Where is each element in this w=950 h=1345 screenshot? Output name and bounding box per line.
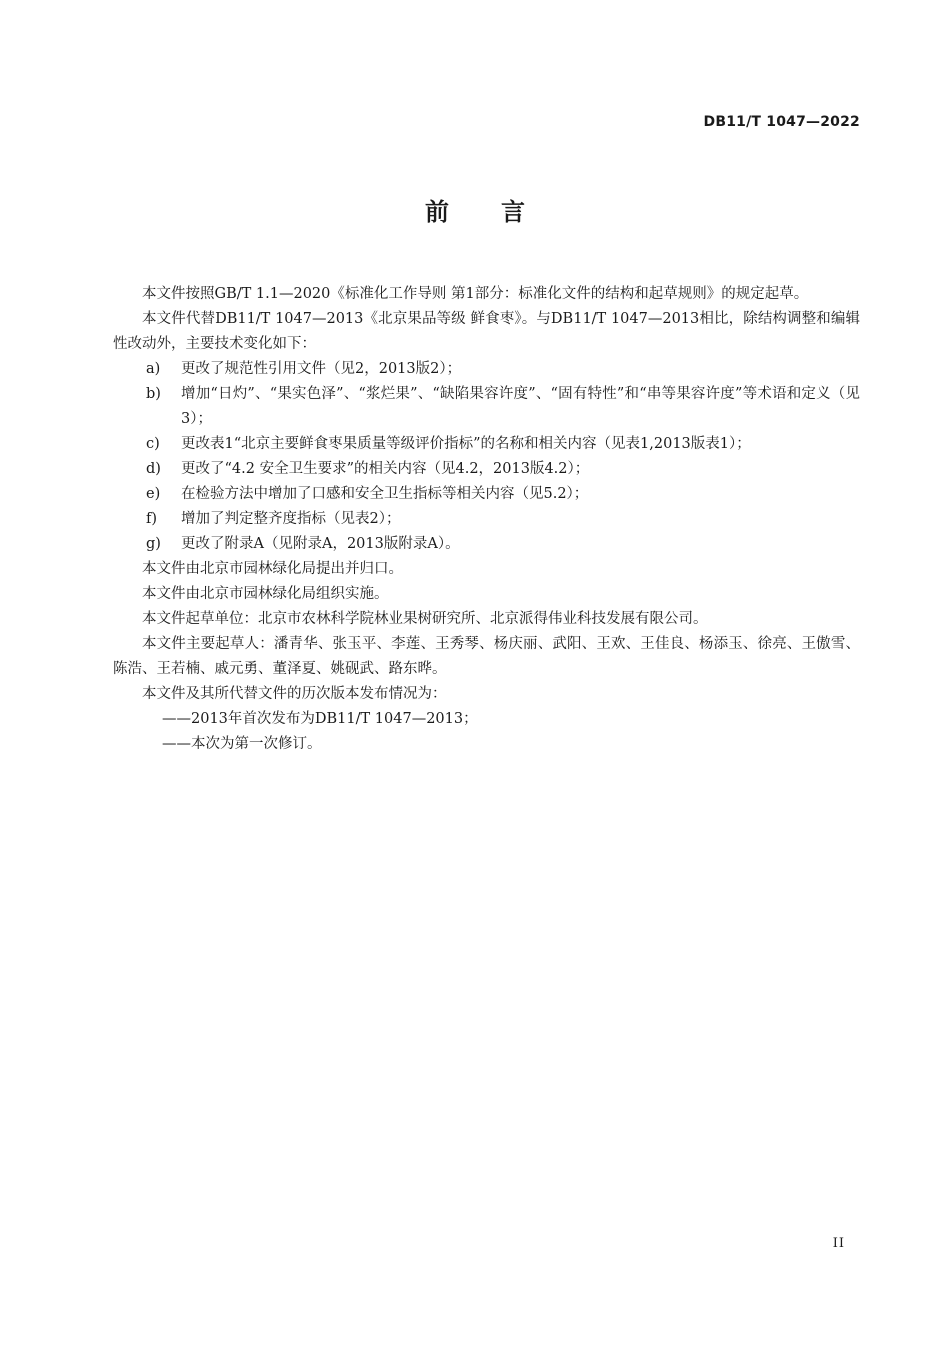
change-text: 更改了规范性引用文件（见2，2013版2）； [181,361,462,377]
change-item-b [113,382,860,432]
change-item-c [113,432,860,457]
change-item-a [113,357,860,382]
change-label: g) [146,536,161,552]
intro-paragraph-1: 本文件按照GB/T 1.1—2020《标准化工作导则 第1部分：标准化文件的结构和起草规则》的规定起草。 [142,286,809,302]
change-text: 增加“日灼”、“果实色泽”、“浆烂果”、“缺陷果容许度”、“固有特性”和“串等果容许度”等术语和定义（见3）； [181,386,860,427]
change-text: 在检验方法中增加了口感和安全卫生指标等相关内容（见5.2）； [181,486,589,502]
page-number: II [832,1236,845,1251]
change-text: 更改了附录A（见附录A，2013版附录A）。 [181,536,460,552]
change-text: 增加了判定整齐度指标（见表2）； [181,511,401,527]
history-item-1: ——2013年首次发布为DB11/T 1047—2013； [162,711,478,727]
change-label: f) [146,511,158,527]
proposer-statement: 本文件由北京市园林绿化局提出并归口。 [142,561,403,577]
change-label: e) [146,486,161,502]
change-text: 更改表1“北京主要鲜食枣果质量等级评价指标”的名称和相关内容（见表1,2013版表1）； [181,436,751,452]
change-item-g [113,532,860,557]
change-item-d [113,457,860,482]
change-text: 更改了“4.2 安全卫生要求”的相关内容（见4.2，2013版4.2）； [181,461,590,477]
history-item-2: ——本次为第一次修订。 [162,736,322,752]
page-title [0,192,950,227]
title-char-2: 言 [501,198,525,226]
foreword-body [113,282,860,757]
drafters: 本文件主要起草人：潘青华、张玉平、李莲、王秀琴、杨庆丽、武阳、王欢、王佳良、杨添玉、徐亮、王傲雪、陈浩、王若楠、戚元勇、董泽夏、姚砚武、路东晔。 [113,636,860,677]
drafting-units: 本文件起草单位：北京市农林科学院林业果树研究所、北京派得伟业科技发展有限公司。 [142,611,708,627]
change-label: d) [146,461,161,477]
change-label: a) [146,361,161,377]
implementer-statement: 本文件由北京市园林绿化局组织实施。 [142,586,389,602]
title-char-1: 前 [425,198,449,226]
history-intro: 本文件及其所代替文件的历次版本发布情况为： [142,686,447,702]
change-item-f [113,507,860,532]
intro-paragraph-2: 本文件代替DB11/T 1047—2013《北京果品等级 鲜食枣》。与DB11/T 1047—2013相比，除结构调整和编辑性改动外，主要技术变化如下： [113,311,860,352]
change-item-e [113,482,860,507]
change-label: c) [146,436,160,452]
change-label: b) [146,386,161,402]
standard-number: DB11/T 1047—2022 [703,114,860,130]
